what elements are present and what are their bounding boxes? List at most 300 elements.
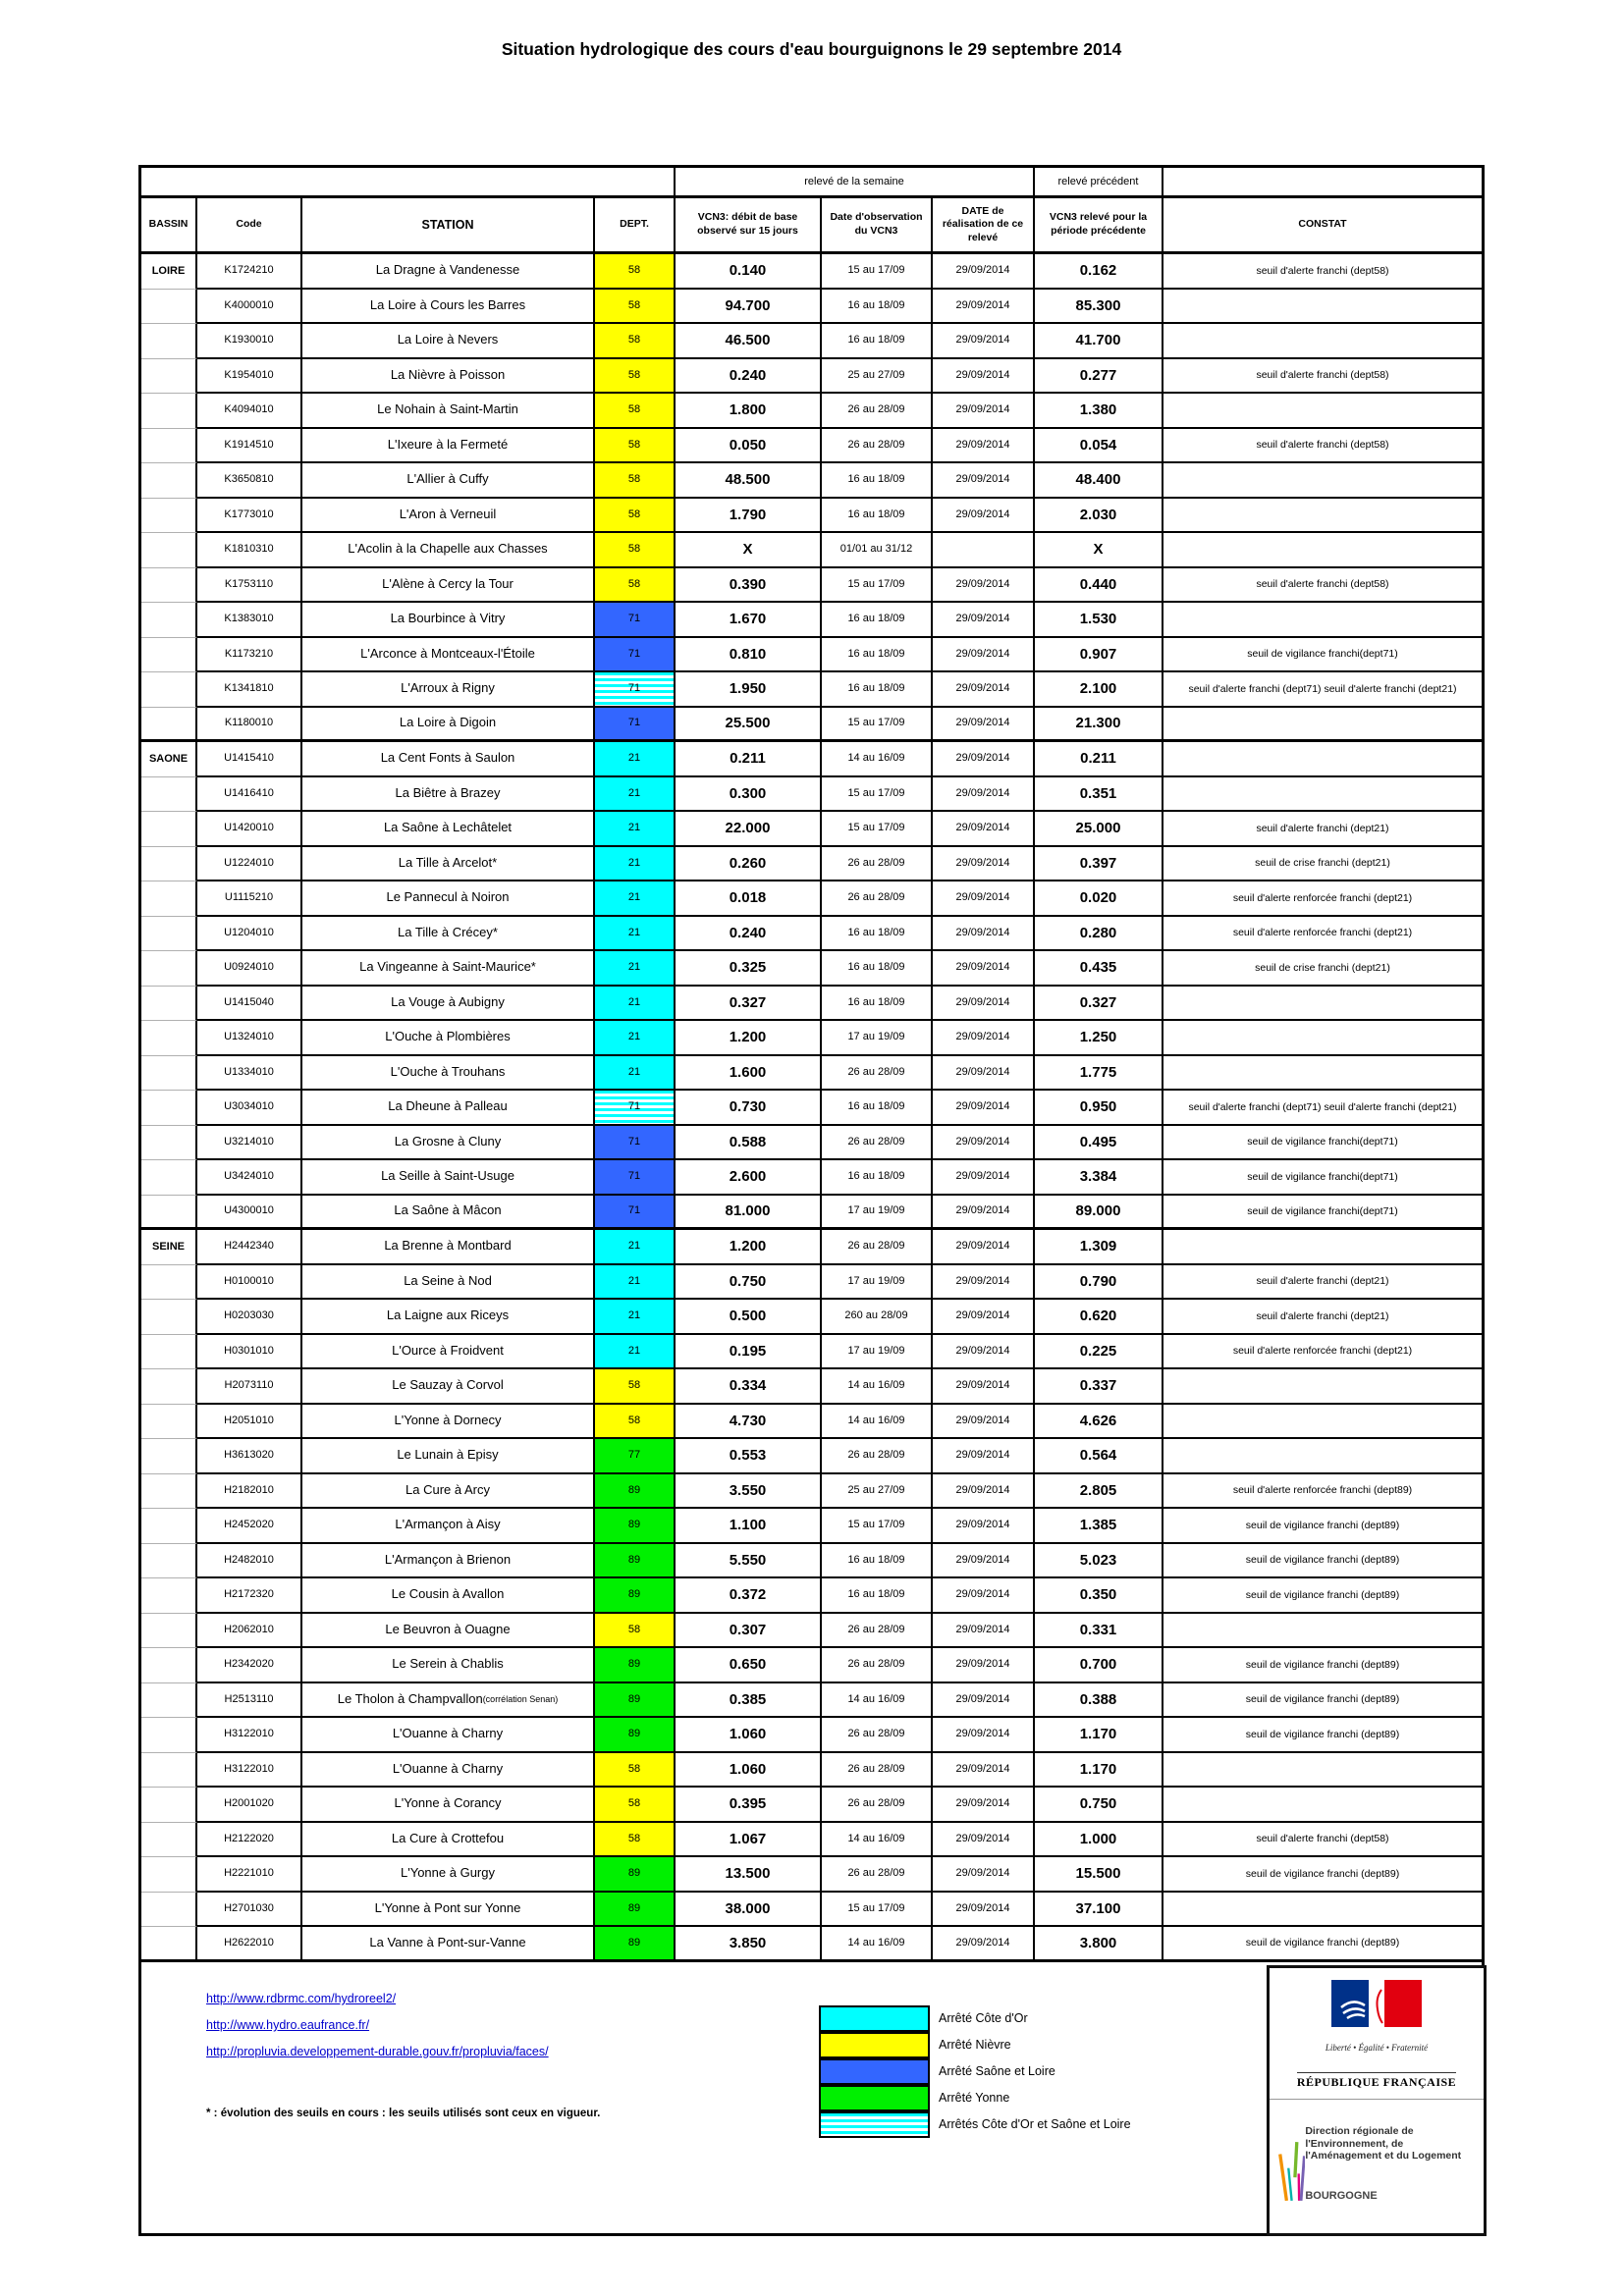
code-cell: K1753110 <box>197 568 302 604</box>
vcn3-cell: 1.100 <box>676 1509 822 1544</box>
basin-cell <box>141 672 197 708</box>
super-header-week: relevé de la semaine <box>676 168 1035 198</box>
legend-item <box>819 2110 1131 2137</box>
date-obs-cell: 16 au 18/09 <box>822 1160 933 1196</box>
station-cell: L'Armançon à Brienon <box>302 1544 595 1579</box>
station-cell: L'Yonne à Pont sur Yonne <box>302 1893 595 1928</box>
vcn3-prev-cell: 0.700 <box>1035 1648 1163 1683</box>
dept-cell: 58 <box>595 394 676 429</box>
vcn3-cell: 0.018 <box>676 881 822 917</box>
vcn3-prev-cell: 2.030 <box>1035 499 1163 534</box>
basin-cell <box>141 1578 197 1614</box>
basin-cell <box>141 499 197 534</box>
dept-cell: 89 <box>595 1509 676 1544</box>
station-cell: Le Tholon à Champvallon (corrélation Senan) <box>302 1683 595 1719</box>
date-obs-cell: 26 au 28/09 <box>822 1056 933 1092</box>
date-real-cell: 29/09/2014 <box>933 1230 1035 1265</box>
basin-cell <box>141 603 197 638</box>
col-header-station: STATION <box>302 198 595 254</box>
vcn3-cell: 1.200 <box>676 1021 822 1056</box>
vcn3-cell: 0.372 <box>676 1578 822 1614</box>
basin-cell <box>141 1788 197 1823</box>
date-obs-cell: 14 au 16/09 <box>822 1369 933 1405</box>
dept-cell: 21 <box>595 1056 676 1092</box>
date-real-cell: 29/09/2014 <box>933 603 1035 638</box>
constat-cell <box>1163 1056 1482 1092</box>
constat-cell: seuil d'alerte franchi (dept58) <box>1163 429 1482 464</box>
dept-cell: 77 <box>595 1439 676 1474</box>
date-real-cell: 29/09/2014 <box>933 254 1035 290</box>
vcn3-prev-cell: 0.054 <box>1035 429 1163 464</box>
vcn3-cell: X <box>676 533 822 568</box>
legend-label: Arrêté Saône et Loire <box>939 2063 1055 2078</box>
vcn3-prev-cell: 0.907 <box>1035 638 1163 673</box>
vcn3-cell: 5.550 <box>676 1544 822 1579</box>
dreal-name: Direction régionale de l'Environnement, de l'Aménagement et du Logement <box>1305 2125 1462 2163</box>
basin-cell <box>141 917 197 952</box>
date-real-cell: 29/09/2014 <box>933 1021 1035 1056</box>
constat-cell <box>1163 708 1482 743</box>
station-cell: L'Ouanne à Charny <box>302 1718 595 1753</box>
date-real-cell: 29/09/2014 <box>933 987 1035 1022</box>
constat-cell: seuil de vigilance franchi(dept71) <box>1163 1160 1482 1196</box>
code-cell: H2122020 <box>197 1823 302 1858</box>
vcn3-cell: 0.730 <box>676 1091 822 1126</box>
basin-cell <box>141 1196 197 1231</box>
code-cell: U1224010 <box>197 847 302 882</box>
vcn3-cell: 0.211 <box>676 742 822 777</box>
date-obs-cell: 26 au 28/09 <box>822 1614 933 1649</box>
code-cell: K1173210 <box>197 638 302 673</box>
dept-cell: 58 <box>595 1788 676 1823</box>
basin-cell <box>141 1439 197 1474</box>
vcn3-cell: 1.790 <box>676 499 822 534</box>
station-cell: L'Aron à Verneuil <box>302 499 595 534</box>
vcn3-cell: 25.500 <box>676 708 822 743</box>
vcn3-cell: 0.334 <box>676 1369 822 1405</box>
date-real-cell: 29/09/2014 <box>933 1857 1035 1893</box>
basin-cell <box>141 1614 197 1649</box>
code-cell: H2062010 <box>197 1614 302 1649</box>
code-cell: H2001020 <box>197 1788 302 1823</box>
code-cell: K1724210 <box>197 254 302 290</box>
code-cell: H2513110 <box>197 1683 302 1719</box>
station-cell: L'Ixeure à la Fermeté <box>302 429 595 464</box>
dept-cell: 89 <box>595 1683 676 1719</box>
dept-cell: 58 <box>595 290 676 325</box>
legend-label: Arrêté Nièvre <box>939 2037 1011 2052</box>
basin-cell <box>141 1369 197 1405</box>
code-cell: U1420010 <box>197 812 302 847</box>
dept-cell: 21 <box>595 812 676 847</box>
dept-cell: 71 <box>595 1126 676 1161</box>
vcn3-prev-cell: X <box>1035 533 1163 568</box>
constat-cell: seuil d'alerte renforcée franchi (dept21) <box>1163 1335 1482 1370</box>
vcn3-prev-cell: 0.495 <box>1035 1126 1163 1161</box>
basin-cell: LOIRE <box>141 254 197 290</box>
basin-cell <box>141 463 197 499</box>
vcn3-prev-cell: 0.331 <box>1035 1614 1163 1649</box>
station-cell: La Vouge à Aubigny <box>302 987 595 1022</box>
station-cell: La Grosne à Cluny <box>302 1126 595 1161</box>
code-cell: H2452020 <box>197 1509 302 1544</box>
constat-cell: seuil de vigilance franchi (dept89) <box>1163 1683 1482 1719</box>
date-obs-cell: 16 au 18/09 <box>822 324 933 359</box>
vcn3-prev-cell: 3.800 <box>1035 1927 1163 1962</box>
dept-cell: 71 <box>595 603 676 638</box>
dept-cell: 58 <box>595 533 676 568</box>
date-obs-cell: 26 au 28/09 <box>822 429 933 464</box>
legend <box>819 2004 1131 2137</box>
vcn3-cell: 0.240 <box>676 359 822 395</box>
date-real-cell: 29/09/2014 <box>933 463 1035 499</box>
code-cell: U1415040 <box>197 987 302 1022</box>
vcn3-prev-cell: 0.388 <box>1035 1683 1163 1719</box>
dept-cell: 58 <box>595 499 676 534</box>
date-real-cell: 29/09/2014 <box>933 290 1035 325</box>
code-cell: K1180010 <box>197 708 302 743</box>
vcn3-prev-cell: 25.000 <box>1035 812 1163 847</box>
station-cell: L'Yonne à Gurgy <box>302 1857 595 1893</box>
code-cell: H0203030 <box>197 1300 302 1335</box>
station-cell: L'Yonne à Corancy <box>302 1788 595 1823</box>
french-flag-marianne-icon <box>1327 1978 1426 2033</box>
station-cell: L'Ouanne à Charny <box>302 1753 595 1789</box>
dept-cell: 21 <box>595 1335 676 1370</box>
dept-cell: 58 <box>595 1369 676 1405</box>
vcn3-prev-cell: 0.790 <box>1035 1265 1163 1301</box>
station-cell: L'Yonne à Dornecy <box>302 1405 595 1440</box>
station-cell: L'Allier à Cuffy <box>302 463 595 499</box>
vcn3-prev-cell: 2.805 <box>1035 1474 1163 1510</box>
date-real-cell: 29/09/2014 <box>933 742 1035 777</box>
date-real-cell <box>933 533 1035 568</box>
date-obs-cell: 16 au 18/09 <box>822 672 933 708</box>
date-obs-cell: 17 au 19/09 <box>822 1335 933 1370</box>
vcn3-cell: 0.307 <box>676 1614 822 1649</box>
dept-cell: 89 <box>595 1857 676 1893</box>
vcn3-cell: 46.500 <box>676 324 822 359</box>
station-cell: Le Pannecul à Noiron <box>302 881 595 917</box>
basin-cell <box>141 1544 197 1579</box>
vcn3-cell: 0.588 <box>676 1126 822 1161</box>
code-cell: H2051010 <box>197 1405 302 1440</box>
link-eaufrance[interactable]: http://www.hydro.eaufrance.fr/ <box>206 2018 370 2032</box>
dept-cell: 58 <box>595 324 676 359</box>
date-obs-cell: 26 au 28/09 <box>822 1788 933 1823</box>
station-cell: La Dragne à Vandenesse <box>302 254 595 290</box>
code-cell: K1773010 <box>197 499 302 534</box>
basin-cell <box>141 1474 197 1510</box>
date-real-cell: 29/09/2014 <box>933 1614 1035 1649</box>
station-cell: La Loire à Nevers <box>302 324 595 359</box>
dept-cell: 21 <box>595 1300 676 1335</box>
constat-cell <box>1163 1405 1482 1440</box>
code-cell: H2342020 <box>197 1648 302 1683</box>
basin-cell <box>141 1927 197 1962</box>
dept-cell: 58 <box>595 1823 676 1858</box>
dept-cell: 58 <box>595 463 676 499</box>
constat-cell: seuil d'alerte renforcée franchi (dept89) <box>1163 1474 1482 1510</box>
legend-swatch-striped <box>819 2111 930 2138</box>
station-cell: La Biêtre à Brazey <box>302 777 595 813</box>
super-header-previous: relevé précédent <box>1035 168 1163 198</box>
date-real-cell: 29/09/2014 <box>933 1335 1035 1370</box>
vcn3-cell: 0.260 <box>676 847 822 882</box>
date-obs-cell: 26 au 28/09 <box>822 1857 933 1893</box>
date-obs-cell: 25 au 27/09 <box>822 1474 933 1510</box>
code-cell: U0924010 <box>197 951 302 987</box>
vcn3-prev-cell: 0.440 <box>1035 568 1163 604</box>
constat-cell <box>1163 1230 1482 1265</box>
station-cell: L'Arroux à Rigny <box>302 672 595 708</box>
constat-cell: seuil d'alerte franchi (dept58) <box>1163 1823 1482 1858</box>
dept-cell: 21 <box>595 1230 676 1265</box>
constat-cell <box>1163 1614 1482 1649</box>
date-real-cell: 29/09/2014 <box>933 1265 1035 1301</box>
vcn3-cell: 38.000 <box>676 1893 822 1928</box>
date-obs-cell: 16 au 18/09 <box>822 1544 933 1579</box>
station-cell: La Tille à Arcelot* <box>302 847 595 882</box>
code-cell: K1341810 <box>197 672 302 708</box>
vcn3-cell: 94.700 <box>676 290 822 325</box>
vcn3-cell: 0.810 <box>676 638 822 673</box>
dept-cell: 58 <box>595 1405 676 1440</box>
basin-cell <box>141 1021 197 1056</box>
basin-cell <box>141 708 197 743</box>
constat-cell: seuil d'alerte franchi (dept58) <box>1163 568 1482 604</box>
dept-cell: 21 <box>595 1265 676 1301</box>
basin-cell <box>141 1126 197 1161</box>
vcn3-prev-cell: 85.300 <box>1035 290 1163 325</box>
basin-cell <box>141 1056 197 1092</box>
station-cell: La Loire à Cours les Barres <box>302 290 595 325</box>
vcn3-prev-cell: 1.385 <box>1035 1509 1163 1544</box>
basin-cell <box>141 1509 197 1544</box>
vcn3-prev-cell: 1.380 <box>1035 394 1163 429</box>
dept-cell: 58 <box>595 359 676 395</box>
basin-cell <box>141 1893 197 1928</box>
dept-cell: 58 <box>595 254 676 290</box>
dept-cell: 21 <box>595 777 676 813</box>
dept-cell: 89 <box>595 1648 676 1683</box>
vcn3-prev-cell: 48.400 <box>1035 463 1163 499</box>
vcn3-cell: 0.240 <box>676 917 822 952</box>
date-real-cell: 29/09/2014 <box>933 1927 1035 1962</box>
dept-cell: 21 <box>595 917 676 952</box>
code-cell: H0100010 <box>197 1265 302 1301</box>
station-cell: La Laigne aux Riceys <box>302 1300 595 1335</box>
legend-item <box>819 2084 1131 2110</box>
station-cell: La Saône à Lechâtelet <box>302 812 595 847</box>
super-header-empty-left <box>141 168 676 198</box>
vcn3-cell: 0.385 <box>676 1683 822 1719</box>
constat-cell: seuil de vigilance franchi(dept71) <box>1163 1126 1482 1161</box>
dreal-region: BOURGOGNE <box>1305 2189 1378 2202</box>
date-obs-cell: 16 au 18/09 <box>822 917 933 952</box>
date-obs-cell: 14 au 16/09 <box>822 1405 933 1440</box>
date-obs-cell: 16 au 18/09 <box>822 463 933 499</box>
dept-cell: 89 <box>595 1927 676 1962</box>
rf-name: RÉPUBLIQUE FRANÇAISE <box>1297 2072 1456 2090</box>
basin-cell <box>141 1335 197 1370</box>
date-obs-cell: 15 au 17/09 <box>822 812 933 847</box>
constat-cell: seuil d'alerte renforcée franchi (dept21) <box>1163 881 1482 917</box>
dept-cell: 89 <box>595 1893 676 1928</box>
vcn3-prev-cell: 0.350 <box>1035 1578 1163 1614</box>
vcn3-cell: 0.553 <box>676 1439 822 1474</box>
basin-cell: SEINE <box>141 1230 197 1265</box>
station-note: (corrélation Senan) <box>482 1694 559 1705</box>
super-header-empty-right <box>1163 168 1482 198</box>
date-real-cell: 29/09/2014 <box>933 1788 1035 1823</box>
vcn3-prev-cell: 0.351 <box>1035 777 1163 813</box>
link-propluvia[interactable]: http://propluvia.developpement-durable.gouv.fr/propluvia/faces/ <box>206 2045 549 2058</box>
code-cell: U1115210 <box>197 881 302 917</box>
constat-cell: seuil d'alerte franchi (dept21) <box>1163 812 1482 847</box>
date-real-cell: 29/09/2014 <box>933 1439 1035 1474</box>
vcn3-prev-cell: 0.280 <box>1035 917 1163 952</box>
date-real-cell: 29/09/2014 <box>933 359 1035 395</box>
date-obs-cell: 15 au 17/09 <box>822 1509 933 1544</box>
vcn3-cell: 0.195 <box>676 1335 822 1370</box>
vcn3-prev-cell: 0.327 <box>1035 987 1163 1022</box>
vcn3-prev-cell: 0.397 <box>1035 847 1163 882</box>
date-obs-cell: 15 au 17/09 <box>822 1893 933 1928</box>
col-header-bassin: BASSIN <box>141 198 197 254</box>
date-obs-cell: 260 au 28/09 <box>822 1300 933 1335</box>
station-cell: La Cure à Crottefou <box>302 1823 595 1858</box>
dept-cell: 89 <box>595 1718 676 1753</box>
vcn3-prev-cell: 0.211 <box>1035 742 1163 777</box>
basin-cell <box>141 881 197 917</box>
date-obs-cell: 26 au 28/09 <box>822 1230 933 1265</box>
vcn3-prev-cell: 2.100 <box>1035 672 1163 708</box>
code-cell: H2482010 <box>197 1544 302 1579</box>
code-cell: U1415410 <box>197 742 302 777</box>
vcn3-prev-cell: 5.023 <box>1035 1544 1163 1579</box>
code-cell: H2701030 <box>197 1893 302 1928</box>
constat-cell <box>1163 777 1482 813</box>
constat-cell: seuil de vigilance franchi(dept71) <box>1163 1196 1482 1231</box>
basin-cell <box>141 1160 197 1196</box>
vcn3-cell: 0.325 <box>676 951 822 987</box>
vcn3-prev-cell: 1.170 <box>1035 1753 1163 1789</box>
date-obs-cell: 14 au 16/09 <box>822 742 933 777</box>
legend-swatch-yellow <box>819 2032 930 2058</box>
constat-cell: seuil d'alerte franchi (dept21) <box>1163 1265 1482 1301</box>
date-real-cell: 29/09/2014 <box>933 1369 1035 1405</box>
basin-cell <box>141 429 197 464</box>
date-real-cell: 29/09/2014 <box>933 1056 1035 1092</box>
link-hydroreel[interactable]: http://www.rdbrmc.com/hydroreel2/ <box>206 1992 397 2005</box>
legend-item <box>819 2057 1131 2084</box>
vcn3-prev-cell: 15.500 <box>1035 1857 1163 1893</box>
station-cell: L'Acolin à la Chapelle aux Chasses <box>302 533 595 568</box>
station-cell: L'Armançon à Aisy <box>302 1509 595 1544</box>
legend-swatch-blue <box>819 2058 930 2085</box>
constat-cell <box>1163 1753 1482 1789</box>
date-obs-cell: 26 au 28/09 <box>822 1648 933 1683</box>
station-cell: L'Ouche à Plombières <box>302 1021 595 1056</box>
station-cell: La Vanne à Pont-sur-Vanne <box>302 1927 595 1962</box>
constat-cell <box>1163 290 1482 325</box>
code-cell: H2073110 <box>197 1369 302 1405</box>
vcn3-cell: 0.300 <box>676 777 822 813</box>
code-cell: U1324010 <box>197 1021 302 1056</box>
constat-cell: seuil d'alerte franchi (dept71) seuil d'alerte franchi (dept21) <box>1163 1091 1482 1126</box>
vcn3-prev-cell: 0.750 <box>1035 1788 1163 1823</box>
col-header-constat: CONSTAT <box>1163 198 1482 254</box>
vcn3-cell: 4.730 <box>676 1405 822 1440</box>
station-cell: Le Beuvron à Ouagne <box>302 1614 595 1649</box>
vcn3-cell: 3.550 <box>676 1474 822 1510</box>
vcn3-cell: 13.500 <box>676 1857 822 1893</box>
date-real-cell: 29/09/2014 <box>933 1753 1035 1789</box>
constat-cell: seuil d'alerte franchi (dept21) <box>1163 1300 1482 1335</box>
date-real-cell: 29/09/2014 <box>933 1648 1035 1683</box>
date-obs-cell: 15 au 17/09 <box>822 708 933 743</box>
legend-item <box>819 2031 1131 2057</box>
vcn3-cell: 48.500 <box>676 463 822 499</box>
station-cell: La Cure à Arcy <box>302 1474 595 1510</box>
dept-cell: 71 <box>595 672 676 708</box>
date-obs-cell: 16 au 18/09 <box>822 987 933 1022</box>
rf-motto: Liberté • Égalité • Fraternité <box>1325 2043 1429 2053</box>
code-cell: K1954010 <box>197 359 302 395</box>
station-cell: Le Serein à Chablis <box>302 1648 595 1683</box>
constat-cell <box>1163 1788 1482 1823</box>
station-cell: Le Nohain à Saint-Martin <box>302 394 595 429</box>
date-real-cell: 29/09/2014 <box>933 1544 1035 1579</box>
date-real-cell: 29/09/2014 <box>933 499 1035 534</box>
footer-links <box>206 1992 549 2071</box>
vcn3-prev-cell: 1.170 <box>1035 1718 1163 1753</box>
basin-cell <box>141 324 197 359</box>
constat-cell <box>1163 1369 1482 1405</box>
basin-cell <box>141 777 197 813</box>
station-cell: La Tille à Crécey* <box>302 917 595 952</box>
date-real-cell: 29/09/2014 <box>933 708 1035 743</box>
date-real-cell: 29/09/2014 <box>933 1578 1035 1614</box>
col-header-vcn3-prev: VCN3 relevé pour la période précédente <box>1035 198 1163 254</box>
constat-cell: seuil d'alerte franchi (dept58) <box>1163 254 1482 290</box>
vcn3-cell: 0.750 <box>676 1265 822 1301</box>
constat-cell: seuil d'alerte renforcée franchi (dept21) <box>1163 917 1482 952</box>
constat-cell <box>1163 1439 1482 1474</box>
date-obs-cell: 17 au 19/09 <box>822 1196 933 1231</box>
station-cell: La Dheune à Palleau <box>302 1091 595 1126</box>
code-cell: H2182010 <box>197 1474 302 1510</box>
vcn3-cell: 1.950 <box>676 672 822 708</box>
code-cell: U3214010 <box>197 1126 302 1161</box>
dept-cell: 21 <box>595 881 676 917</box>
basin-cell <box>141 568 197 604</box>
basin-cell <box>141 1300 197 1335</box>
dept-cell: 21 <box>595 742 676 777</box>
date-obs-cell: 26 au 28/09 <box>822 1439 933 1474</box>
code-cell: K3650810 <box>197 463 302 499</box>
constat-cell: seuil de vigilance franchi (dept89) <box>1163 1718 1482 1753</box>
date-real-cell: 29/09/2014 <box>933 1893 1035 1928</box>
date-obs-cell: 16 au 18/09 <box>822 499 933 534</box>
dept-cell: 71 <box>595 1091 676 1126</box>
date-obs-cell: 26 au 28/09 <box>822 1753 933 1789</box>
vcn3-cell: 1.600 <box>676 1056 822 1092</box>
date-obs-cell: 15 au 17/09 <box>822 254 933 290</box>
basin-cell <box>141 638 197 673</box>
date-obs-cell: 14 au 16/09 <box>822 1823 933 1858</box>
